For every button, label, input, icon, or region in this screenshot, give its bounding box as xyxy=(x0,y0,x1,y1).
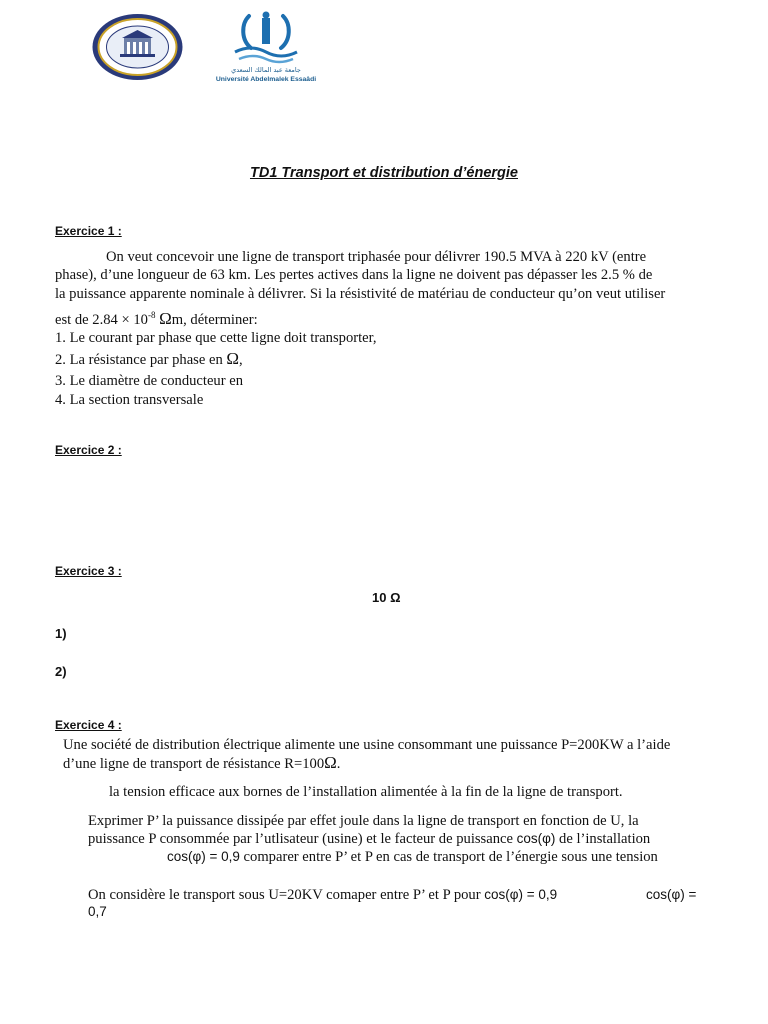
ex4-line-8: 0,7 xyxy=(88,904,107,919)
cos-phi-value: cos(φ) = 0,9 xyxy=(484,887,558,902)
ex4-line-4: Exprimer P’ la puissance dissipée par effet joule dans la ligne de transport en fonction de U, la xyxy=(88,813,639,829)
university-name-arabic: جامعة عبد المالك السعدي xyxy=(231,66,301,74)
cos-phi-formula: cos(φ) xyxy=(516,831,556,846)
exercise-3-heading: Exercice 3 : xyxy=(55,564,122,578)
university-name-french: Université Abdelmalek Essaâdi xyxy=(215,76,317,83)
abdelmalek-essaadi-logo xyxy=(207,10,325,84)
ex4-line-2 xyxy=(63,754,340,773)
ex1-item-2-text: 2. La résistance par phase en xyxy=(55,352,227,368)
ex1-item-3: 3. Le diamètre de conducteur en xyxy=(55,373,244,389)
ex1-line-3: la puissance apparente nominale à délivrer. Si la résistivité de matériau de conducteur qu’on veut utiliser xyxy=(55,286,666,302)
cos-phi-right: cos(φ) = xyxy=(646,887,697,902)
ex3-resistance-value: 10 Ω xyxy=(372,590,401,605)
resistivity-value: est de 2.84 × 10 xyxy=(55,311,148,328)
omega-symbol: Ω xyxy=(159,308,172,328)
ex1-line-2: phase), d’une longueur de 63 km. Les pertes actives dans la ligne ne doivent pas dépasser les 2.5 % de xyxy=(55,267,653,283)
exercise-2-heading: Exercice 2 : xyxy=(55,443,122,457)
header-logos xyxy=(90,10,335,84)
university-emblem-icon xyxy=(207,10,325,66)
exercise-4-heading: Exercice 4 : xyxy=(55,718,122,732)
ex1-item-4: 4. La section transversale xyxy=(55,392,204,408)
ex4-line-2-text: d’une ligne de transport de résistance R=100 xyxy=(63,756,325,772)
ex1-item-2 xyxy=(55,350,243,369)
ex4-line-7-text: On considère le transport sous U=20KV comaper entre P’ et P pour xyxy=(88,887,485,903)
ex4-line-2-tail: . xyxy=(336,756,341,772)
cos-phi-value: cos(φ) = 0,9 xyxy=(167,849,240,864)
ex4-line-1: Une société de distribution électrique alimente une usine consommant une puissance P=200KW a l’aide xyxy=(63,737,671,753)
resistivity-exponent: -8 xyxy=(147,310,156,320)
omega-symbol: Ω xyxy=(226,349,240,368)
ex3-question-1: 1) xyxy=(55,626,67,641)
ex1-line-1: On veut concevoir une ligne de transport triphasée pour délivrer 190.5 MVA à 220 kV (entre xyxy=(106,249,647,265)
ex4-line-6 xyxy=(167,848,658,866)
ex1-item-1: 1. Le courant par phase que cette ligne doit transporter, xyxy=(55,330,377,346)
ex3-question-2: 2) xyxy=(55,664,67,679)
ex4-line-3: la tension efficace aux bornes de l’installation alimentée à la fin de la ligne de transport. xyxy=(109,784,623,800)
ex4-line-5-text: puissance P consommée par l’utlisateur (usine) et le facteur de puissance xyxy=(88,831,517,847)
ex4-line-5 xyxy=(88,830,650,848)
ex4-line-7 xyxy=(88,886,557,904)
ex1-item-2-tail: , xyxy=(239,352,243,368)
ex4-line-5-tail: de l’installation xyxy=(555,831,651,847)
omega-symbol: Ω xyxy=(324,753,337,772)
page-title: TD1 Transport et distribution d’énergie xyxy=(249,165,518,181)
ex4-line-6-text: comparer entre P’ et P en cas de transport de l’énergie sous une tension xyxy=(239,849,658,865)
resistivity-unit: m, déterminer: xyxy=(171,311,258,328)
ex1-line-4 xyxy=(55,306,258,329)
university-seal-icon xyxy=(90,12,185,82)
exercise-1-heading: Exercice 1 : xyxy=(55,224,122,238)
